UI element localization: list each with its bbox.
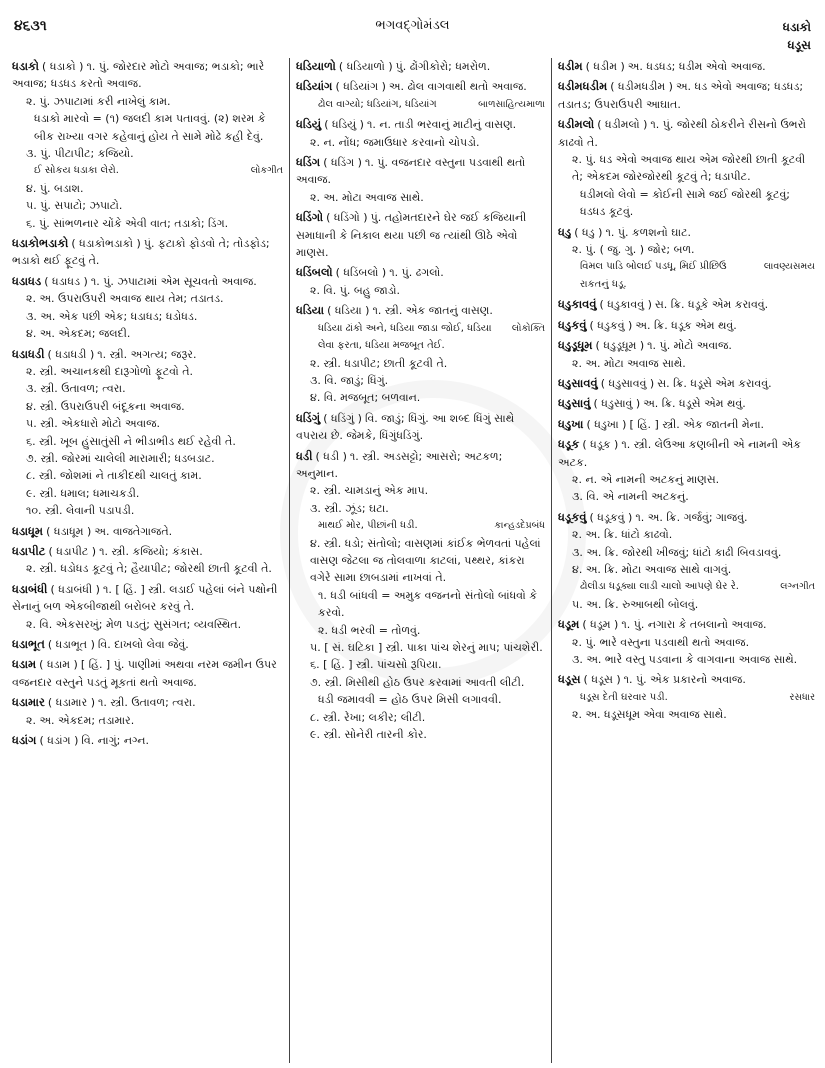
entry-first-line <box>558 78 815 113</box>
dictionary-entry <box>558 509 815 613</box>
entry-definition: પું. ફટાકો ફોડવો તે; તોડફોડ; ભડાકો થઈ ફૂટવું તે. <box>12 237 270 268</box>
dictionary-entry <box>558 78 815 113</box>
entry-sense: ૫. પું. સપાટો; ઝપાટો. <box>26 199 123 213</box>
entry-headword: ધડુકવું <box>558 317 587 332</box>
entry-headword: ધડુકાવવું <box>558 297 597 312</box>
entry-headword: ધડિંબલો <box>296 265 333 280</box>
entry-sense: ૬. [ હિં. ] સ્ત્રી. પાંચસો રૂપિયા. <box>310 658 442 672</box>
dictionary-entry <box>558 317 815 334</box>
entry-pronunciation: ( ધડિયા ) <box>327 304 370 318</box>
dictionary-entry <box>296 154 545 206</box>
entry-sense: ૨. સ્ત્રી. ધડોધડ કૂટવું તે; હૈયાપીટ; જોરથી છાતી કૂટવી તે. <box>26 562 272 576</box>
entry-sense: ૨. ન. એ નામની અટકનું માણસ. <box>572 472 720 486</box>
entry-definition: ૧. અ. ક્રિ. ગર્જવું; ગાજવું. <box>635 510 748 524</box>
entry-pronunciation: ( ધડાભૂત ) <box>47 638 95 651</box>
entry-headword: ધડાભૂત <box>12 637 45 651</box>
entry-sense: ૪. સ્ત્રી. ઉપરાઉપરી બંદૂકના અવાજ. <box>26 399 185 413</box>
entry-definition: ૧. સ્ત્રી. લેઉઆ કણબીની એ નામની એક અટક. <box>558 438 801 469</box>
dictionary-entry <box>558 296 815 313</box>
dictionary-entry <box>558 337 815 372</box>
entry-first-line <box>296 58 545 75</box>
entry-sense: ૨. વિ. એકસરખું; મેળ પડતું; સુસંગત; વ્યવસ્થિત. <box>26 617 242 631</box>
entry-first-line <box>12 636 283 653</box>
entry-headword: ધડૂમ <box>558 617 580 632</box>
entry-definition: ૧. પું. વજનદાર વસ્તુના પડવાથી થતો અવાજ. <box>296 156 526 187</box>
page-number: ૪૬૩૧ <box>14 18 47 34</box>
entry-headword: ધડુસાવવું <box>558 375 598 390</box>
entry-sense: ૨. અ. મોટા અવાજ સાથે. <box>310 190 424 204</box>
entry-headword: ધડી <box>296 448 313 463</box>
entry-first-line <box>558 395 815 412</box>
dictionary-entry <box>12 732 283 749</box>
dictionary-entry <box>12 636 283 653</box>
entry-headword: ધડુ <box>558 224 572 239</box>
dictionary-entry <box>12 656 283 691</box>
entry-headword: ધડુસાવું <box>558 396 591 411</box>
dictionary-entry <box>12 273 283 343</box>
quotation-text: માથઈ મોર, પીછાંની ધડી. <box>318 520 418 532</box>
entry-headword: ધડૂક <box>558 437 580 452</box>
entry-pronunciation: ( ધડુસાવવું ) <box>600 376 655 390</box>
entry-pronunciation: ( ધડિંગો ) <box>326 211 368 225</box>
quotation-source: લાવણ્યસમય <box>763 261 815 273</box>
entry-headword: ધડિયું <box>296 117 322 132</box>
entry-definition: વિ. દાખલો લેવા જેવું. <box>97 638 189 651</box>
entry-sense: ૨. અ. ઉપરાઉપરી અવાજ થાય તેમ; તડાતડ. <box>26 292 224 306</box>
entry-definition: ૧. પું. જોરદાર મોટો અવાજ; ભડાકો; ભારે અવાજ; ધડધડ કરતો અવાજ. <box>12 60 265 91</box>
dictionary-entry <box>558 616 815 668</box>
entry-first-line <box>558 58 815 75</box>
entry-sense: ૭. સ્ત્રી. જોરમાં ચાલેલી મારામારી; ધડબડાટ. <box>26 451 215 465</box>
entry-headword: ધડીમધડીમ <box>558 79 608 94</box>
entry-definition: ૧. સ્ત્રી. કજિયો; કંકાસ. <box>99 544 203 558</box>
entry-definition: પું. ઢોંગીકોરો; ધમરોળ. <box>395 60 491 73</box>
entry-definition: ૧. પું. કળશનો ઘાટ. <box>605 225 691 239</box>
quotation-text: ઈ સોકય ધડાકા લેરો. <box>34 165 119 177</box>
entry-pronunciation: ( ધડામાર ) <box>47 696 95 710</box>
entry-headword: ધડાકો <box>12 59 40 73</box>
entry-pronunciation: ( ધડૂકવું ) <box>589 510 633 524</box>
entry-first-line <box>296 78 545 95</box>
entry-first-line <box>558 337 815 354</box>
dictionary-entry <box>558 375 815 392</box>
dictionary-entry <box>558 116 815 220</box>
column-1 <box>6 58 290 1063</box>
entry-first-line <box>12 732 283 749</box>
entry-first-line <box>558 317 815 334</box>
entry-sense: ૬. પું. સાંભળનાર ચોંકે એવી વાત; તડાકો; ડિંગ. <box>26 216 229 230</box>
entry-headword: ધડીમ <box>558 59 583 73</box>
entry-headword: ધડૂસ <box>558 672 581 687</box>
entry-definition: અ. ઢોલ વાગવાથી થતો અવાજ. <box>388 80 527 94</box>
entry-sense: ૨. અ. મોટા અવાજ સાથે. <box>572 356 686 370</box>
dictionary-entry <box>558 671 815 723</box>
entry-pronunciation: ( ધડાપીટ ) <box>48 544 97 558</box>
entry-first-line <box>296 209 545 261</box>
guide-word-last: ધડૂસ <box>787 38 811 52</box>
entry-pronunciation: ( ધડિયાંગ ) <box>335 80 386 94</box>
entry-pronunciation: ( ધડૂમ ) <box>582 618 619 632</box>
entry-headword: ધડુખા <box>558 416 584 431</box>
entry-pronunciation: ( ધડીમલો ) <box>597 118 648 132</box>
dictionary-entry <box>12 58 283 232</box>
quotation-text: ઢોલીડા ધડૂક્યા લાડી ચાલો આપણે ઘેર રે. <box>580 581 739 593</box>
entry-sense: ૩. અ. ભારે વસ્તુ પડવાના કે વાગવાના અવાજ સાથે. <box>572 653 798 666</box>
entry-pronunciation: ( ધડાંગ ) <box>39 734 79 748</box>
entry-pronunciation: ( ધડુકાવવું ) <box>599 298 652 312</box>
quotation-source: લોકગીત <box>250 165 283 177</box>
entry-sense: ૬. સ્ત્રી. ખૂબ હુંસાતુંસી ને ભીડાભીડ થઈ રહેવી તે. <box>26 434 236 448</box>
entry-definition: ૧. પું. એક પ્રકારનો અવાજ. <box>623 673 746 687</box>
entry-first-line <box>12 273 283 290</box>
entry-sense: ૧૦. સ્ત્રી. લેવાની પડાપડી. <box>26 504 135 518</box>
entry-sense: ૮. સ્ત્રી. રેખા; લકીર; લીટી. <box>310 710 426 724</box>
entry-sense: ૪. અ. એકદમ; જલદી. <box>26 327 131 341</box>
entry-sense: ૪. વિ. મજબૂત; બળવાન. <box>310 391 421 405</box>
entry-pronunciation: ( ધડિયાળો ) <box>338 60 393 73</box>
entry-headword: ધડિંગો <box>296 210 324 225</box>
entry-headword: ધડાંગ <box>12 733 37 748</box>
entry-pronunciation: ( ધડાધડી ) <box>47 347 95 361</box>
entry-pronunciation: ( ધડીમધડીમ ) <box>610 80 673 94</box>
entry-pronunciation: ( ધડિંબલો ) <box>335 266 387 280</box>
dictionary-entry <box>296 302 545 406</box>
dictionary-entry <box>296 209 545 261</box>
entry-headword: ધડાધડ <box>12 273 42 288</box>
entry-sense: ૨. અ. એકદમ; તડામાર. <box>26 713 135 727</box>
dictionary-entry <box>12 543 283 578</box>
entry-pronunciation: ( ધડી ) <box>315 449 347 463</box>
entry-sense: ૨. સ્ત્રી. અચાનકથી દારૂગોળો ફૂટવો તે. <box>26 364 194 378</box>
entry-idiom: ધડી જમાવવી = હોઠ ઉપર મિસી લગાવવી. <box>318 693 502 707</box>
page-header <box>0 14 825 54</box>
guide-word-first: ધડાકો <box>782 20 811 34</box>
entry-sense: ૪. સ્ત્રી. ધડો; સંતોલો; વાસણમાં કાંઈક ભેળવતાં પહેલાં વાસણ જેટલા જ તોલવાળા કાટલાં, પથ્થર, કાંકરા વગેરે સામા છાબડામાં નાખવાં તે. <box>310 536 541 585</box>
entry-pronunciation: ( ધડિયું ) <box>324 118 364 132</box>
entry-definition: અ. ધડધડ; ધડીમ એવો અવાજ. <box>627 60 766 73</box>
entry-definition: ૧. ન. તાડી ભરવાનું માટીનું વાસણ. <box>366 118 517 132</box>
entry-first-line <box>558 116 815 151</box>
entry-sense: ૨. પું. ધડ એવો અવાજ થાય એમ જોરથી છાતી કૂટવી તે; એકદમ જોરજોરથી કૂટવું તે; ધડાપીટ. <box>572 153 806 184</box>
entry-sense: ૨. સ્ત્રી. ચામડાનું એક માપ. <box>310 484 429 498</box>
entry-sense: ૩. વિ. એ નામની અટકનું. <box>572 490 689 504</box>
entry-sense: ૯. સ્ત્રી. ધમાલ; ધમાચકડી. <box>26 486 140 500</box>
entry-sense: ૫. અ. ક્રિ. રુઆબથી બોલવું. <box>572 597 699 611</box>
entry-sense: ૨. પું. ભારે વસ્તુના પડવાથી થતો અવાજ. <box>572 635 750 649</box>
entry-headword: ધડિંગ <box>296 155 321 170</box>
entry-sense: ૩. વિ. જાડું; ધિંગું. <box>310 373 389 387</box>
entry-definition: [ હિં. ] સ્ત્રી. એક જાતની મેના. <box>629 417 765 431</box>
entry-first-line <box>12 543 283 560</box>
entry-pronunciation: ( ધડામ ) <box>39 658 78 672</box>
entry-pronunciation: ( ધડુખા ) <box>586 417 627 431</box>
entry-sense: ૩. અ. ક્રિ. જોરથી ખીજવું; ધાંટો કાઢી બિવડાવવું. <box>572 545 782 559</box>
entry-definition: ૧. સ્ત્રી. ઉતાવળ; ત્વરા. <box>97 696 196 710</box>
entry-pronunciation: ( ધડૂક ) <box>582 438 619 452</box>
guide-words <box>783 18 811 54</box>
entry-sense: ૯. સ્ત્રી. સોનેરી તારની કોર. <box>310 728 427 742</box>
entry-sense: ૨. સ્ત્રી. ધડાપીટ; છાતી કૂટવી તે. <box>310 356 448 370</box>
entry-headword: ધડુડૂધૂમ <box>558 338 593 353</box>
entry-definition: વિ. જાડું; ધિંગું. આ શબ્દ ધિંગું સાથે વપરાય છે. જેમકે, ધિંગુંધડિંગું. <box>296 411 515 443</box>
quotation-source: લોકોક્તિ <box>511 322 545 334</box>
entry-definition: ૧. પું. નગારા કે તબલાનો અવાજ. <box>621 618 767 632</box>
entry-first-line <box>296 154 545 189</box>
entry-headword: ધડિયા <box>296 303 325 318</box>
quotation-text: ઢોલ વાગ્યો; ધડિયાંગ, ધડિયાંગ <box>318 98 437 110</box>
dictionary-entry <box>558 416 815 433</box>
entry-definition: સ. ક્રિ. ધડૂસે એમ કરાવવું. <box>657 376 772 390</box>
entry-sense: ૮. સ્ત્રી. જોશમાં ને તાકીદથી ચાલતું કામ. <box>26 469 202 483</box>
entry-pronunciation: ( ધડીમ ) <box>585 60 625 73</box>
entry-definition: અ. વાજતેગાજતે. <box>94 524 173 538</box>
entry-first-line <box>558 416 815 433</box>
entry-first-line <box>296 410 545 445</box>
entry-definition: ૧. પું. મોટો અવાજ. <box>647 339 732 353</box>
dictionary-entry <box>296 116 545 151</box>
entry-pronunciation: ( ધડુકવું ) <box>589 318 633 332</box>
dictionary-entry <box>296 410 545 445</box>
entry-headword: ધડૂકવું <box>558 509 587 524</box>
entry-first-line <box>296 448 545 483</box>
entry-sense: ૫. [ સં. ઘટિકા ] સ્ત્રી. પાકા પાંચ શેરનું માપ; પાંચશેરી. <box>310 641 543 654</box>
entry-definition: [ હિં. ] પું. પાણીમાં અથવા નરમ જમીન ઉપર વજનદાર વસ્તુને પડતું મૂકતાં થતો અવાજ. <box>12 658 277 689</box>
dictionary-entry <box>12 523 283 540</box>
entry-pronunciation: ( ધડાબંધી ) <box>50 582 100 596</box>
entry-sense: ૩. સ્ત્રી. ઝૂંડ; ઘટા. <box>310 501 389 515</box>
entry-sense: ૨. અ. ધડૂસધૂમ એવા અવાજ સાથે. <box>572 708 727 722</box>
entry-first-line <box>296 302 545 319</box>
entry-definition: અ. ધડ એવો અવાજ; ધડધડ; તડાતડ; ઉપરાઉપરી આઘાત. <box>558 80 804 111</box>
entry-pronunciation: ( ધડાધૂમ ) <box>46 524 92 538</box>
entry-quotation <box>558 689 815 706</box>
entry-definition: ૧. સ્ત્રી. અડસટ્ટો; આસરો; અટકળ; અનુમાન. <box>296 449 503 480</box>
entry-pronunciation: ( ધડુ ) <box>574 225 603 239</box>
entry-sense: ૨. અ. ક્રિ. ધાંટો કાઢવો. <box>572 528 673 542</box>
entry-first-line <box>558 671 815 688</box>
entry-pronunciation: ( ધડૂસ ) <box>583 673 621 687</box>
column-3 <box>552 58 821 1063</box>
entry-sense: ૨. વિ. પું. બહુ જાડો. <box>310 283 400 297</box>
entry-first-line <box>12 656 283 691</box>
dictionary-entry <box>558 224 815 294</box>
entry-idiom: ૨. ધડી ભરવી = તોળવું. <box>318 623 421 637</box>
entry-quotation <box>296 320 545 355</box>
entry-sense: ૨. ન. નોંધ; જમાઉધાર કરવાનો ચોપડો. <box>310 135 480 149</box>
entry-first-line <box>12 523 283 540</box>
entry-first-line <box>296 264 545 281</box>
dictionary-entry <box>558 436 815 506</box>
entry-definition: ૧. પું. ઢગલો. <box>389 266 444 280</box>
dictionary-columns <box>6 58 821 1063</box>
entry-first-line <box>12 235 283 270</box>
entry-quotation <box>12 162 283 179</box>
dictionary-entry <box>296 78 545 113</box>
dictionary-entry <box>12 235 283 270</box>
dictionary-entry <box>296 264 545 299</box>
entry-first-line <box>558 616 815 633</box>
entry-sense: ૨. પું. ઝપાટામાં કરી નાખેલું કામ. <box>26 94 171 108</box>
dictionary-entry <box>296 58 545 75</box>
entry-definition: ૧. [ હિં. ] સ્ત્રી. લડાઈ પહેલાં બંને પક્ષોની સેનાનું બળ એકબીજાથી બરોબર કરવું તે. <box>12 582 278 614</box>
entry-sense: ૫. સ્ત્રી. એકધારો મોટો અવાજ. <box>26 417 161 431</box>
entry-idiom: ૧. ધડી બાંધવી = અમુક વજનનો સંતોલો બાંધવો કે કરવો. <box>318 588 538 620</box>
entry-definition: સ. ક્રિ. ધડૂકે એમ કરાવવું. <box>654 298 769 312</box>
entry-quotation <box>296 517 545 534</box>
entry-definition: વિ. નાગું; નગ્ન. <box>81 734 150 748</box>
quotation-source: લગ્નગીત <box>780 581 815 593</box>
entry-sense: ૨. પું. ( જુ. ગુ. ) જોર; બળ. <box>572 243 695 257</box>
entry-sense: ૪. પું. બડાશ. <box>26 181 84 195</box>
dictionary-entry <box>558 58 815 75</box>
quotation-source: બાળસાહિત્યમાળા <box>478 98 545 110</box>
entry-definition: ૧. સ્ત્રી. એક જાતનું વાસણ. <box>372 304 493 318</box>
entry-headword: ધડામાર <box>12 695 45 710</box>
entry-definition: ૧. પું. જોરથી ઠોકરીને રીસનો ઉભરો કાઢવો તે. <box>558 118 807 149</box>
entry-headword: ધડિયાળો <box>296 59 336 73</box>
entry-first-line <box>558 224 815 241</box>
entry-first-line <box>558 296 815 313</box>
entry-headword: ધડીમલો <box>558 117 595 132</box>
quotation-source: કાન્હડદેપ્રબંધ <box>494 520 545 532</box>
dictionary-entry <box>558 395 815 412</box>
quotation-text: વિમલ પાડિ બોલઈ પડધૂ, મિઈં પ્રીછિઉ રાકતનું ધડૂ. <box>580 261 727 290</box>
entry-definition: અ. ક્રિ. ધડૂસે એમ થવું. <box>643 397 746 411</box>
entry-headword: ધડાધૂમ <box>12 523 44 538</box>
entry-pronunciation: ( ધડુસાવું ) <box>593 397 641 411</box>
entry-pronunciation: ( ધડાકો ) <box>42 60 84 73</box>
entry-pronunciation: ( ધડાકોભડાકો ) <box>71 237 141 251</box>
entry-headword: ધડાધડી <box>12 346 45 361</box>
entry-headword: ધડામ <box>12 657 37 672</box>
entry-pronunciation: ( ધડિંગું ) <box>323 411 362 425</box>
entry-quotation <box>558 258 815 293</box>
entry-sense: ૩. અ. એક પછી એક; ધડાધડ; ધડોધડ. <box>26 309 198 323</box>
entry-quotation <box>296 96 545 113</box>
entry-headword: ધડિંગું <box>296 410 321 425</box>
book-title: ભગવદ્ગોમંડલ <box>375 18 450 33</box>
entry-definition: પું. તહોમતદારને ઘેર જઈ કજિયાની સમાધાની કે નિકાલ થયા પછી જ ત્યાંથી ઊઠે એવો માણસ. <box>296 211 527 260</box>
quotation-text: ધડિયા ઢાંકો અને, ધડિયા જાડા જોઈ, ધડિયા લેવા ફરતા, ધડિયા મજબૂત તેઈ. <box>318 322 492 352</box>
entry-first-line <box>558 375 815 392</box>
entry-definition: ૧. પું. ઝપાટામાં એમ સૂચવતો અવાજ. <box>90 274 257 288</box>
quotation-text: ધડૂસ દેતી ઘરવાર પડી. <box>580 691 668 703</box>
entry-first-line <box>558 509 815 526</box>
entry-sense: ૩. પું. પીટાપીટ; કજિયો. <box>26 147 134 161</box>
entry-headword: ધડિયાંગ <box>296 79 333 94</box>
column-2 <box>290 58 552 1063</box>
entry-headword: ધડાકોભડાકો <box>12 236 69 251</box>
dictionary-entry <box>12 581 283 633</box>
entry-first-line <box>12 346 283 363</box>
entry-pronunciation: ( ધડિંગ ) <box>323 156 362 170</box>
quotation-source: રસધાર <box>789 691 815 703</box>
entry-quotation <box>558 578 815 595</box>
dictionary-entry <box>12 694 283 729</box>
entry-sense: ૪. અ. ક્રિ. મોટા અવાજ સાથે વાગવું. <box>572 562 732 576</box>
entry-sense: ૭. સ્ત્રી. મિસીથી હોઠ ઉપર કરવામાં આવતી લીટી. <box>310 675 525 689</box>
entry-idiom: ધડાકો મારવો = (૧) જલદી કામ પતાવવું. (૨) શરમ કે બીક રાખ્યા વગર કહેવાનું હોય તે સામે મોઢે કહી દેવું. <box>34 112 266 143</box>
entry-definition: અ. ક્રિ. ધડૂક એમ થવું. <box>635 318 737 332</box>
entry-first-line <box>12 581 283 616</box>
entry-pronunciation: ( ધડાધડ ) <box>44 274 88 288</box>
dictionary-entry <box>12 346 283 520</box>
entry-first-line <box>12 694 283 711</box>
entry-first-line <box>12 58 283 93</box>
entry-pronunciation: ( ધડુડૂધૂમ ) <box>595 339 645 353</box>
dictionary-entry <box>296 448 545 744</box>
entry-sense: ૩. સ્ત્રી. ઉતાવળ; ત્વરા. <box>26 382 126 396</box>
entry-headword: ધડાપીટ <box>12 543 46 558</box>
entry-idiom: ધડીમલો લેવો = કોઈની સામે જઈ જોરથી કૂટવું; ધડધડ કૂટવું. <box>580 187 790 219</box>
entry-headword: ધડાબંધી <box>12 581 48 596</box>
entry-first-line <box>296 116 545 133</box>
entry-definition: ૧. સ્ત્રી. અગત્ય; જરૂર. <box>97 347 197 361</box>
entry-first-line <box>558 436 815 471</box>
